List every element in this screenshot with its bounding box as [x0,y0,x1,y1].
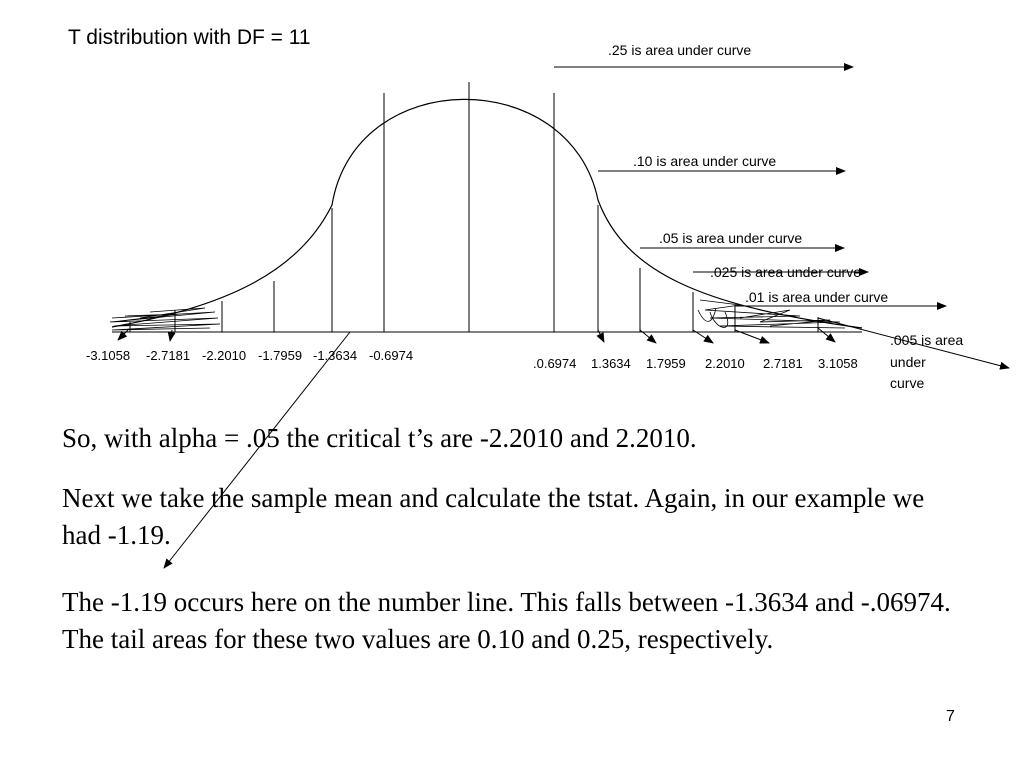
diagram-title: T distribution with DF = 11 [68,26,311,49]
tick-label-neg: -2.2010 [202,348,247,363]
paragraph-tstat: Next we take the sample mean and calculate the tstat. Again, in our example we had -1.19. [62,483,925,550]
tick-label-pos: 1.3634 [591,356,631,371]
area-label-01: .01 is area under curve [745,289,889,305]
tick-arrow-right-5 [818,328,835,342]
tick-label-pos: 3.1058 [818,356,858,371]
page-number: 7 [946,708,955,725]
paragraph-critical-values: So, with alpha = .05 the critical t’s are -2.2010 and 2.2010. [62,423,697,453]
tick-label-pos: 2.2010 [705,356,745,371]
tick-label-pos: 1.7959 [646,356,686,371]
tick-label-pos: 2.7181 [763,356,803,371]
paragraph-tail-areas: The -1.19 occurs here on the number line. This falls between -1.3634 and -.06974. The tail areas for these two values are 0.10 and 0.25, respectively. [62,587,951,654]
area-label-10: .10 is area under curve [633,153,777,169]
area-label-005: .005 is area [890,332,964,348]
left-tail-shading [110,308,220,330]
area-label-25: .25 is area under curve [608,42,752,58]
area-label-05: .05 is area under curve [659,230,803,246]
tick-label-neg: -1.7959 [258,348,303,363]
tick-label-neg: -0.6974 [369,348,414,363]
area-label-025: .025 is area under curve [710,264,861,280]
tick-label-neg: -2.7181 [146,348,191,363]
area-label-005: under [890,354,926,370]
area-label-005: curve [890,375,925,391]
tick-label-neg: -1.3634 [313,348,358,363]
tick-label-neg: -3.1058 [86,348,131,363]
tick-label-pos: .0.6974 [533,356,577,371]
